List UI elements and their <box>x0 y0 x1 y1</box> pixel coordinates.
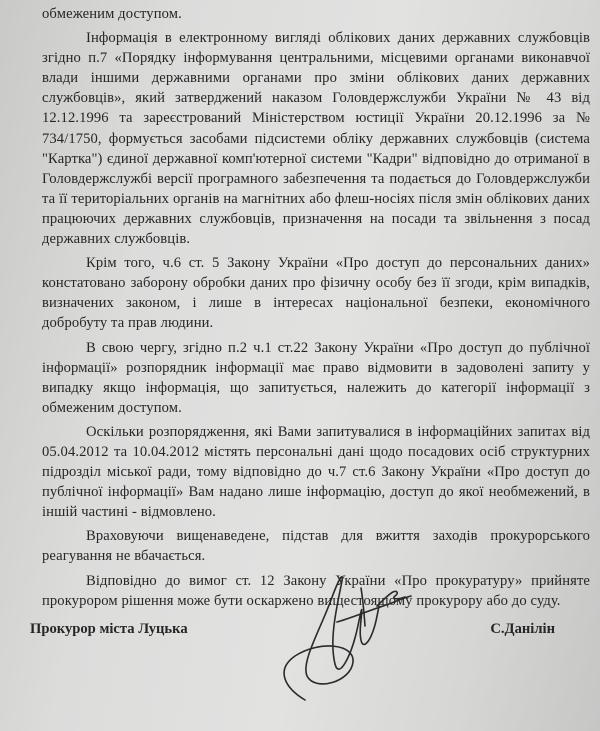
paragraph-conclusion: Враховуючи вищенаведене, підстав для вжиття заходів прокурорського реагування не вбачається. <box>42 528 590 565</box>
document-body <box>42 4 590 615</box>
paragraph-information-requests: Оскільки розпорядження, які Вами запитувалися в інформаційних запитах від 05.04.2012 та 10.04.2012 містять персональні дані щодо посадових осіб структурних підрозділ міської ради, тому відповідно до ч.7 ст.6 Закону України «Про доступ до публічної інформації» Вам надано лише інформацію, доступ до якої необмежений, в іншій частині - відмовлено. <box>42 423 590 521</box>
paragraph-public-info-law: В свою чергу, згідно п.2 ч.1 ст.22 Закону України «Про доступ до публічної інформації» розпорядник інформації має право відмовити в задоволені запиту у випадку якщо інформація, що запитується, належить до категорії інформації з обмеженим доступом. <box>42 339 590 416</box>
paragraph-electronic-records: Інформація в електронному вигляді облікових даних державних службовців згідно п.7 «Порядку інформування центральними, місцевими органами виконавчої влади іншими державними органами про зміни облікових даних державних службовців», який затверджений наказом Головдержслужби України № 43 від 12.12.1996 та зареєстрований Міністерством юстиції України 20.12.1996 за № 734/1750, формується засобами підсистеми обліку державних службовців (система "Картка") єдиної державної комп'ютерної системи "Кадри" відповідно до отриманої в Головдержслужбі версії програмного забезпечення та подається до Головдержслужби та її територіальних органів на магнітних або флеш-носіях після змін облікових даних працюючих державних службовців, призначення на посади та звільнення з посад державних службовців. <box>42 30 590 248</box>
paragraph-personal-data-law: Крім того, ч.6 ст. 5 Закону України «Про доступ до персональних даних» констатовано заборону обробки даних про фізичну особу без її згоди, крім випадків, визначених законом, і лише в інтересах національної безпеки, економічного добробуту та прав людини. <box>42 255 590 332</box>
handwritten-signature <box>265 560 415 710</box>
paragraph-continuation: обмеженим доступом. <box>42 6 182 22</box>
paragraph-appeal: Відповідно до вимог ст. 12 Закону України «Про прокуратуру» прийняте прокурором рішення може бути оскаржено вищестоящому прокурору або до суду. <box>42 572 590 609</box>
signatory-name: С.Данілін <box>490 621 555 637</box>
signatory-title: Прокурор міста Луцька <box>30 621 188 637</box>
